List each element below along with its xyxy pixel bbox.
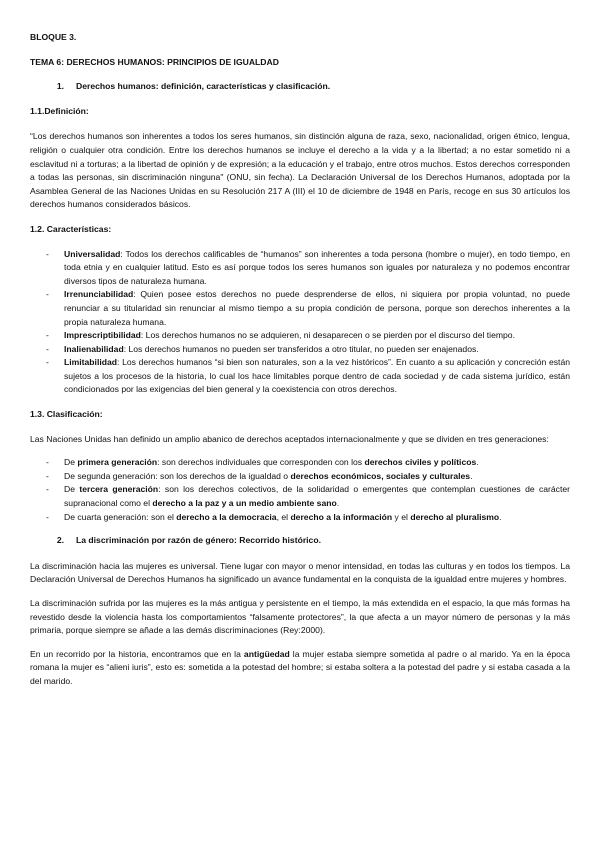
p3-text: la mujer estaba siempre sometida al padre o al marido. Ya en la época romana la mujer es “alieni iuris”, esto es: sometida a la potestad del hombre; si estaba soltera a la potestad del padre y si estaba casada a la del marido. [30, 648, 571, 686]
item-bold: derecho al pluralismo [410, 511, 500, 522]
tema-heading: TEMA 6: DERECHOS HUMANOS: PRINCIPIOS DE IGUALDAD [30, 56, 279, 67]
section-1-title: Derechos humanos: definición, características y clasificación. [76, 81, 331, 92]
item-bold: derecho a la paz y a un medio ambiente sano [152, 498, 337, 509]
p3-bold: antigüedad [243, 648, 290, 659]
list-item: - Universalidad: Todos los derechos calificables de “humanos” son inherentes a toda persona (hombre o mujer), en todo tiempo, en toda etnia y en cualquier latitud. Esto es así porque todos los seres humanos son iguales por naturaleza y no podemos encontrar diversos tipos de naturaleza humana. [46, 248, 570, 286]
s12-title: 1.2. Características: [30, 223, 112, 234]
item-term: Universalidad [64, 248, 121, 259]
item-bold: derechos civiles y políticos [364, 457, 477, 468]
item-text: y el [392, 511, 411, 522]
item-term: Inalienabilidad [64, 343, 124, 354]
list-item: - Inalienabilidad: Los derechos humanos no pueden ser transferidos a otro titular, no pueden ser enajenados. [46, 343, 479, 354]
item-text: . [470, 470, 473, 481]
item-term: Imprescriptibilidad [64, 330, 141, 341]
p3-text: En un recorrido por la historia, encontramos que en la [30, 648, 244, 659]
item-bold: derecho a la información [290, 511, 393, 522]
list-item: - De segunda generación: son los derechos de la igualdad o derechos económicos, sociales y culturales. [46, 470, 473, 481]
section-2-number: 2. [56, 535, 64, 546]
item-bold: derecho a la democracia [176, 511, 277, 522]
section-1-number: 1. [56, 81, 64, 92]
item-text: De segunda generación: son los derechos de la igualdad o [64, 470, 291, 481]
item-text: De cuarta generación: son el [64, 511, 177, 522]
s2-paragraph-3 [30, 648, 570, 689]
s11-title: 1.1.Definición: [30, 105, 89, 116]
item-bold: tercera generación [79, 484, 159, 495]
item-text: De [64, 484, 80, 495]
item-term: Limitabilidad [64, 357, 117, 368]
section-2-title: La discriminación por razón de género: Recorrido histórico. [76, 535, 321, 546]
item-text: . [336, 498, 340, 509]
item-text: : Quien posee estos derechos no puede desprenderse de ellos, ni siquiera por propia voluntad, no puede renunciar a su titularidad sin renunciar al mismo tiempo a su propia condición de persona, porque son derechos inherentes a la propia naturaleza humana. [64, 289, 570, 327]
item-text: : son derechos individuales que corresponden con los [157, 457, 365, 468]
s2-paragraph-1: La discriminación hacia las mujeres es universal. Tiene lugar con mayor o menor intensidad, en todas las culturas y en todos los tiempos. La Declaración Universal de Derechos Humanos ha significado un avance fundamental en la conquista de la igualdad entre mujeres y hombres. [30, 560, 570, 585]
list-item: - Limitabilidad: Los derechos humanos “si bien son naturales, son a la vez históricos”. En cuanto a su aplicación y concreción están sujetos a los procesos de la historia, lo cual los hace limitables porque dentro de cada sociedad y de cada sistema jurídico, están condicionados por las exigencias del bien general y la coexistencia con otros derechos. [46, 357, 570, 395]
item-text: : Los derechos humanos “si bien son naturales, son a la vez históricos”. En cuanto a su aplicación y concreción están sujetos a los procesos de la historia, lo cual los hace limitables porque dentro de cada sociedad y de cada sistema jurídico, están condicionados por las exigencias del bien general y la coexistencia con otros derechos. [64, 357, 570, 395]
list-item: - Irrenunciabilidad: Quien posee estos derechos no puede desprenderse de ellos, ni siquiera por propia voluntad, no puede renunciar a su titularidad sin renunciar al mismo tiempo a su propia condición de persona, porque son derechos inherentes a la propia naturaleza humana. [46, 289, 570, 327]
item-text: : Los derechos humanos no se adquieren, ni desaparecen o se pierden por el discurso del tiempo. [140, 330, 515, 341]
characteristics-list [30, 248, 570, 398]
s13-title: 1.3. Clasificación: [30, 409, 103, 420]
generations-list [30, 456, 570, 524]
list-item: - De primera generación: son derechos individuales que corresponden con los derechos civiles y políticos. [46, 457, 479, 468]
list-item: - De cuarta generación: son el derecho a la democracia, el derecho a la información y el derecho al pluralismo. [46, 511, 502, 522]
item-text: : Todos los derechos calificables de “humanos” son inherentes a toda persona (hombre o mujer), en todo tiempo, en toda etnia y en cualquier latitud. Esto es así porque todos los seres humanos son iguales por naturaleza y no podemos encontrar diversos tipos de naturaleza humana. [64, 248, 570, 286]
item-text: : son los derechos colectivos, de la solidaridad o emergentes que contemplan cuestiones de carácter supranacional como el [64, 484, 571, 509]
s2-paragraph-2: La discriminación sufrida por las mujeres es la más antigua y persistente en el tiempo, la más extendida en el espacio, la que más formas ha revestido desde la violencia hasta los comportamientos “falsamente protectores”, la que afecta a un mayor número de personas y la más primaria, porque siempre se añade a las demás discriminaciones (Rey:2000). [30, 598, 570, 636]
section-1-heading [30, 80, 570, 94]
list-item: - De tercera generación: son los derechos colectivos, de la solidaridad o emergentes que contemplan cuestiones de carácter supranacional como el derecho a la paz y a un medio ambiente sano. [46, 484, 571, 509]
item-text: De [64, 457, 78, 468]
item-bold: primera generación [77, 457, 158, 468]
item-text: : Los derechos humanos no pueden ser transferidos a otro titular, no pueden ser enajenados. [123, 343, 479, 354]
list-item: - Imprescriptibilidad: Los derechos humanos no se adquieren, ni desaparecen o se pierden por el discurso del tiempo. [46, 330, 515, 341]
s13-intro: Las Naciones Unidas han definido un amplio abanico de derechos aceptados internacionalmente y que se dividen en tres generaciones: [30, 433, 549, 444]
item-term: Irrenunciabilidad [64, 289, 134, 300]
item-bold: derechos económicos, sociales y culturales [290, 470, 471, 481]
item-text: . [499, 511, 502, 522]
item-text: , el [276, 511, 291, 522]
bloque-heading: BLOQUE 3. [30, 32, 77, 42]
s11-paragraph: “Los derechos humanos son inherentes a todos los seres humanos, sin distinción alguna de raza, sexo, nacionalidad, origen étnico, lengua, religión o cualquier otra condición. Entre los derechos humanos se incluye el derecho a la vida y a la libertad; a no estar sometido ni a esclavitud ni a torturas; a la libertad de opinión y de expresión; a la educación y el trabajo, entre otros muchos. Estos derechos corresponden a todas las personas, sin discriminación ninguna" (ONU, sin fecha). La Declaración Universal de los Derechos Humanos, adoptada por la Asamblea General de las Naciones Unidas en su Resolución 217 A (III) el 10 de diciembre de 1948 en París, recoge en sus 30 artículos los derechos humanos considerados básicos. [30, 131, 570, 210]
section-2-heading [30, 534, 570, 548]
item-text: . [476, 457, 479, 468]
